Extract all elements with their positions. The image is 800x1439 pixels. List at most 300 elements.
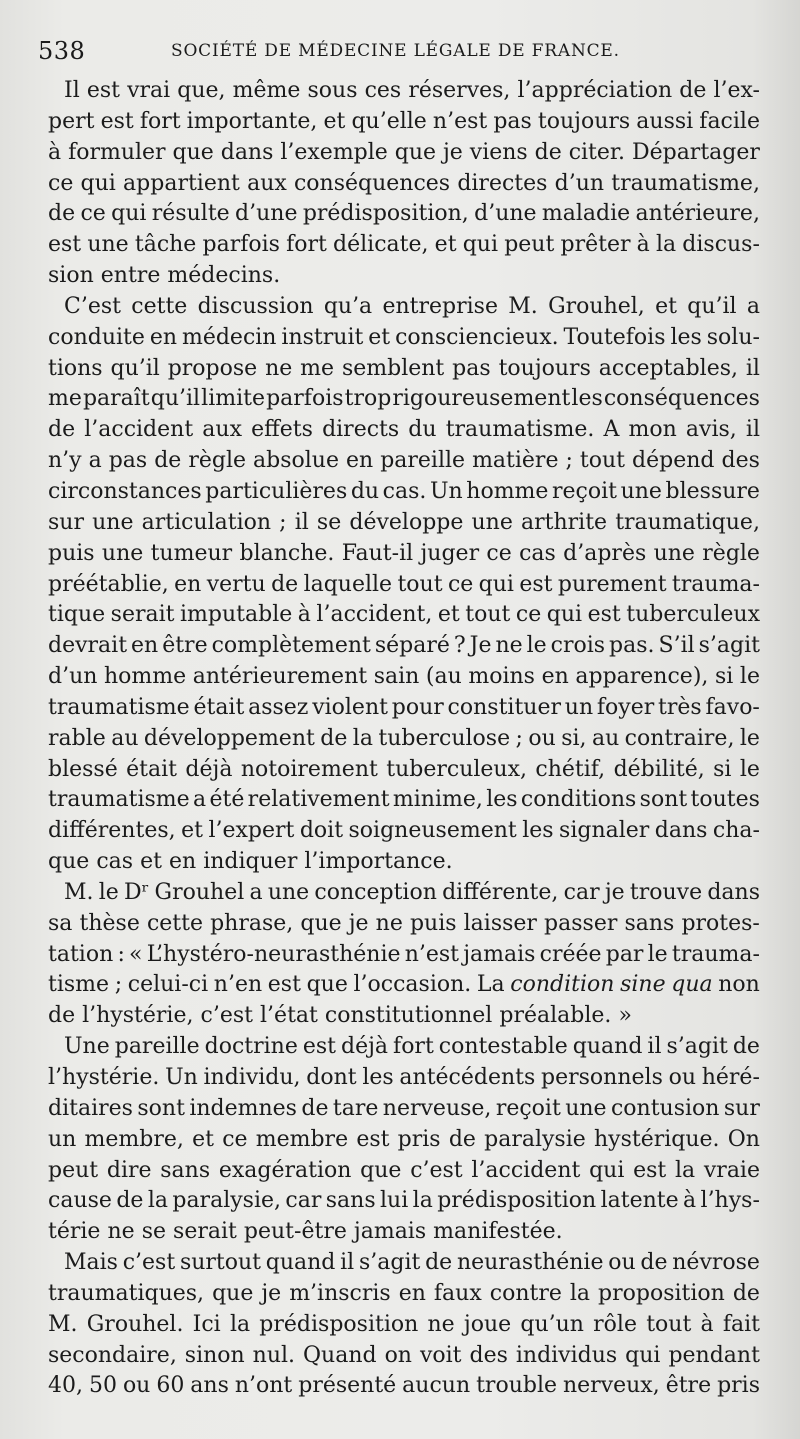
word: « — [129, 941, 143, 967]
word: car — [563, 879, 600, 905]
word: est — [302, 1034, 336, 1060]
word: réserves, — [408, 78, 511, 103]
word: pas — [452, 355, 491, 381]
word: moins — [468, 664, 535, 690]
word: à — [636, 232, 650, 258]
word: sans — [624, 910, 675, 936]
word: pareille — [380, 448, 466, 474]
word: aucun — [402, 1373, 471, 1399]
text-line — [48, 940, 760, 971]
word: devrait — [48, 633, 128, 659]
word: entre — [100, 263, 161, 289]
word: blessure — [665, 478, 760, 504]
text-line — [48, 138, 760, 169]
word: conséquences — [293, 170, 451, 196]
word: c’est — [410, 1157, 463, 1183]
word: circonstances — [48, 478, 202, 504]
word: se — [316, 509, 342, 535]
word: lui — [380, 1188, 409, 1214]
word: et — [434, 232, 457, 258]
word: trauma- — [671, 941, 760, 967]
word: passer — [544, 910, 618, 936]
word: dire — [106, 1157, 152, 1183]
word: quand — [265, 1250, 336, 1276]
word: rôle — [593, 1311, 637, 1337]
word: complètement — [211, 633, 371, 659]
word: je — [604, 879, 625, 905]
word: blanche. — [239, 540, 335, 566]
word: est — [267, 972, 301, 998]
word: aussi — [636, 108, 694, 134]
word: est — [86, 78, 120, 103]
word: aux — [247, 170, 287, 196]
text-line — [48, 570, 760, 601]
word: limite — [201, 386, 266, 412]
word: vrai — [127, 78, 171, 103]
word: Une — [64, 1034, 110, 1060]
word: c’est — [122, 1250, 176, 1276]
running-head — [38, 36, 758, 66]
word: est — [48, 232, 82, 258]
word: viens — [469, 139, 528, 165]
text-line — [48, 1094, 760, 1125]
word: appartient — [123, 170, 240, 196]
word: une — [620, 478, 662, 504]
word: Grouhel — [154, 879, 245, 905]
word: que — [48, 849, 90, 875]
word: différentes, — [48, 818, 176, 844]
word: ; — [565, 448, 573, 474]
word: membre, — [84, 1126, 184, 1152]
word: vertu — [206, 571, 266, 597]
word: médecins. — [167, 263, 281, 289]
word: pendant — [668, 1342, 760, 1368]
word: tique — [48, 602, 106, 628]
word: délicate, — [333, 232, 429, 258]
word: d’une — [474, 201, 537, 227]
word: fort — [393, 1034, 434, 1060]
word: et — [437, 602, 460, 628]
word: faux — [433, 1280, 482, 1306]
word: propose — [167, 355, 258, 381]
word: tout — [397, 571, 443, 597]
word: pareille — [114, 1034, 200, 1060]
word: l’exemple — [280, 139, 388, 165]
word: tuberculose — [378, 725, 511, 751]
word: qui — [111, 201, 147, 227]
word: constituer — [447, 694, 561, 720]
word: de — [732, 1280, 760, 1306]
word: Faut-il — [341, 540, 414, 566]
word: en — [398, 1280, 426, 1306]
word: ce — [222, 1126, 248, 1152]
word: sont — [137, 1095, 185, 1121]
text-line — [48, 816, 760, 847]
word: une — [653, 540, 695, 566]
word: qui — [478, 571, 514, 597]
word: antérieure, — [635, 201, 760, 227]
word: l’hys- — [700, 1188, 760, 1214]
word: qu’il — [150, 386, 201, 412]
word: instruit — [281, 324, 364, 350]
word: l’occasion. — [353, 972, 472, 998]
word: cas — [519, 540, 556, 566]
word: a — [249, 879, 263, 905]
word: effets — [251, 417, 313, 443]
word: d’un — [554, 170, 605, 196]
word: jamais — [353, 1219, 427, 1245]
word: Il — [64, 78, 80, 103]
word: exagération — [218, 1157, 352, 1183]
word: qui — [462, 232, 499, 258]
word: que — [306, 972, 348, 998]
word: joue — [463, 1311, 512, 1337]
word: déjà — [341, 1034, 389, 1060]
word: il — [745, 417, 760, 443]
word: au — [591, 725, 620, 751]
word: tumeur — [150, 540, 233, 566]
word: différente, — [442, 879, 559, 905]
word: n’en — [213, 972, 263, 998]
word: personnels — [541, 1065, 663, 1090]
word: doctrine — [204, 1034, 298, 1060]
word: fort — [139, 108, 181, 134]
word: traumatisme. — [445, 417, 595, 443]
word: nul. — [252, 1342, 296, 1368]
word: de — [640, 1250, 668, 1276]
word: tare — [332, 1095, 379, 1121]
word: que — [172, 139, 214, 165]
word: sans — [160, 1157, 211, 1183]
text-line — [48, 1341, 760, 1372]
word: l’accident — [84, 417, 194, 443]
text-line — [48, 1217, 760, 1248]
word: toujours — [498, 355, 591, 381]
word: si, — [561, 725, 587, 751]
word: traumatisme — [48, 694, 190, 720]
word: toujours — [537, 108, 631, 134]
word: Mais — [64, 1250, 118, 1276]
word: très — [658, 694, 702, 720]
word: le — [526, 633, 547, 659]
word: à — [683, 1188, 697, 1214]
word: individu, — [203, 1065, 301, 1090]
word: séparé — [374, 633, 450, 659]
word: qu’a — [323, 293, 373, 319]
word: ce — [515, 602, 542, 628]
word: développement — [143, 725, 315, 751]
word: avis, — [685, 417, 737, 443]
word: consciencieux. — [395, 324, 559, 350]
word: juger — [420, 540, 480, 566]
text-line — [48, 1310, 760, 1341]
word: ce — [486, 540, 512, 566]
word: nerveuse, — [382, 1095, 492, 1121]
text-line — [48, 1279, 760, 1310]
word: tuberculeux, — [386, 756, 527, 782]
word: constitutionnel — [324, 1003, 493, 1029]
word: conception — [314, 879, 437, 905]
word: tout — [465, 602, 511, 628]
word: une — [87, 232, 129, 258]
word: serait — [173, 1219, 237, 1245]
text-line — [48, 384, 760, 415]
word: pert — [48, 108, 95, 134]
text-line — [48, 847, 760, 878]
word: je — [348, 910, 369, 936]
word: ditaires — [48, 1095, 133, 1121]
word: traumatique, — [615, 509, 760, 535]
text-line — [48, 785, 760, 816]
word: était — [193, 694, 245, 720]
word: à — [700, 1311, 714, 1337]
word: phrase, — [210, 910, 294, 936]
word: ou — [668, 1065, 696, 1090]
word: membre — [255, 1126, 349, 1152]
word: été — [209, 787, 245, 813]
word: dépend — [632, 448, 715, 474]
word: ne — [427, 1311, 455, 1337]
word: pris — [397, 1126, 441, 1152]
word: A — [603, 417, 620, 443]
word: antécédents — [399, 1065, 536, 1090]
word: présenté — [298, 1373, 397, 1399]
text-line — [48, 261, 760, 292]
word: tout — [646, 1311, 692, 1337]
word: que — [212, 1280, 254, 1306]
text-line — [48, 1063, 760, 1094]
word: rable — [48, 725, 106, 751]
word: les — [486, 787, 518, 813]
word: l’importance. — [304, 849, 453, 875]
word: se — [141, 1219, 167, 1245]
word: tâche — [134, 232, 197, 258]
word: en — [345, 448, 374, 474]
text-line — [48, 1371, 760, 1402]
word: semblent — [341, 355, 445, 381]
word: si — [713, 756, 732, 782]
word: en — [149, 324, 178, 350]
word: était — [126, 756, 178, 782]
word: créée — [539, 941, 602, 967]
word: toutes — [690, 787, 760, 813]
word: Départager — [631, 139, 760, 165]
word: une — [565, 1095, 607, 1121]
word: pas. — [609, 633, 655, 659]
word: de — [48, 417, 76, 443]
word: il — [340, 1250, 355, 1276]
word: tisme — [48, 972, 110, 998]
word: aux — [202, 417, 242, 443]
word: Un — [165, 1065, 198, 1090]
word: cha- — [712, 818, 760, 844]
word: relativement — [247, 787, 390, 813]
word: particulières — [205, 478, 348, 504]
word: trouble — [476, 1373, 558, 1399]
word: individus — [515, 1342, 618, 1368]
word: laquelle — [303, 571, 393, 597]
word: sous — [307, 78, 358, 103]
text-line — [48, 970, 760, 1001]
word: est — [356, 1126, 390, 1152]
text-line — [48, 755, 760, 786]
word: thèse — [79, 910, 140, 936]
word: maladie — [541, 201, 631, 227]
word: chétif, — [535, 756, 606, 782]
word: et — [140, 849, 162, 875]
word: conséquences — [603, 386, 760, 412]
word: de — [154, 448, 182, 474]
word: qu’il — [110, 355, 160, 381]
word: qu’un — [520, 1311, 584, 1337]
word: de — [271, 571, 299, 597]
word: quand — [572, 1034, 643, 1060]
word: prédisposition — [259, 1311, 419, 1337]
word: les — [362, 1065, 394, 1090]
word: sur — [723, 1095, 760, 1121]
word: règle — [702, 540, 760, 566]
word: l’ex- — [713, 78, 760, 103]
word: non — [718, 972, 760, 998]
word: discussion — [197, 293, 314, 319]
word: car — [285, 1188, 322, 1214]
word: latente — [600, 1188, 679, 1214]
word: déjà — [185, 756, 233, 782]
word: assez — [248, 694, 309, 720]
word: Un — [429, 478, 463, 504]
word: et — [368, 324, 391, 350]
word: arthrite — [521, 509, 608, 535]
word: antérieurement — [192, 664, 368, 690]
word: tuberculeux — [626, 602, 760, 628]
word: trauma- — [671, 571, 760, 597]
word: cette — [131, 293, 188, 319]
word: sa — [48, 910, 73, 936]
word: ne — [107, 1219, 135, 1245]
word: conditions — [520, 787, 637, 813]
word: acceptables, — [598, 355, 738, 381]
word: règle — [188, 448, 247, 474]
word: l’expert — [208, 818, 295, 844]
word: être — [162, 633, 208, 659]
word: contestable — [438, 1034, 568, 1060]
word: a — [746, 293, 760, 319]
text-line — [48, 1248, 760, 1279]
word: traumatiques, — [48, 1280, 205, 1306]
word: sont — [639, 787, 688, 813]
word: qui — [625, 1342, 661, 1368]
word: héré- — [701, 1065, 760, 1090]
word: le — [739, 725, 760, 751]
word: M. — [48, 1311, 78, 1337]
word: qu’il — [687, 293, 737, 319]
word: soigneusement — [348, 818, 517, 844]
word: être — [665, 1373, 712, 1399]
word: proposition — [598, 1280, 725, 1306]
word: a — [88, 448, 102, 474]
word: 40, — [48, 1373, 83, 1399]
word: peut-être — [243, 1219, 347, 1245]
word: tions — [48, 355, 103, 381]
text-line — [48, 107, 760, 138]
word: de — [448, 1126, 476, 1152]
word: cause — [48, 1188, 112, 1214]
word: traumatisme, — [611, 170, 760, 196]
word: sans — [325, 1188, 376, 1214]
word: L’hystéro-neurasthénie — [146, 941, 401, 967]
word: de — [48, 1003, 76, 1029]
word: la — [655, 232, 677, 258]
word: l’hystérie, — [82, 1003, 194, 1029]
word: sion — [48, 263, 94, 289]
word: me — [300, 355, 335, 381]
word: c’est — [200, 1003, 253, 1029]
word: manifestée. — [433, 1219, 563, 1245]
word: et — [192, 1126, 214, 1152]
word: citer. — [568, 139, 626, 165]
word: le — [647, 941, 668, 967]
word: pour — [391, 694, 444, 720]
word: sinon — [184, 1342, 245, 1368]
text-line — [48, 508, 760, 539]
word: une — [92, 509, 134, 535]
word: que, — [177, 78, 226, 103]
word: une — [471, 509, 513, 535]
word: apparence), — [575, 664, 709, 690]
word: du — [408, 417, 437, 443]
word: (au — [425, 664, 462, 690]
word: homme — [466, 478, 549, 504]
text-line — [48, 199, 760, 230]
word: rigoureusement — [392, 386, 571, 412]
word: parfois — [202, 232, 280, 258]
word: l’appréciation — [517, 78, 673, 103]
word: parfois — [266, 386, 344, 412]
word: cette — [146, 910, 203, 936]
word: les — [571, 386, 603, 412]
word: en — [168, 849, 197, 875]
word: est — [633, 1157, 667, 1183]
word: ne — [495, 633, 523, 659]
text-line — [48, 1125, 760, 1156]
word: n’est — [432, 108, 488, 134]
word: conduite — [48, 324, 145, 350]
word: qui — [546, 602, 583, 628]
text-line — [48, 600, 760, 631]
word: la — [412, 1188, 433, 1214]
word: celui-ci — [127, 972, 209, 998]
word: prêter — [560, 232, 631, 258]
text-line — [48, 323, 760, 354]
word: que — [360, 1157, 402, 1183]
word: de — [116, 1188, 144, 1214]
text-line — [48, 1156, 760, 1187]
word: Quand — [303, 1342, 377, 1368]
word: 50 — [88, 1373, 117, 1399]
word: il — [294, 509, 309, 535]
word: qua — [671, 972, 713, 998]
word: ans — [190, 1373, 229, 1399]
word: et — [323, 108, 346, 134]
word: de — [679, 78, 707, 103]
word: doit — [299, 818, 344, 844]
word: C’est — [64, 293, 121, 319]
word: d’un — [48, 664, 98, 690]
word: de — [534, 139, 562, 165]
word: pas — [108, 448, 148, 474]
word: peut — [48, 1157, 99, 1183]
word: dans — [654, 818, 708, 844]
